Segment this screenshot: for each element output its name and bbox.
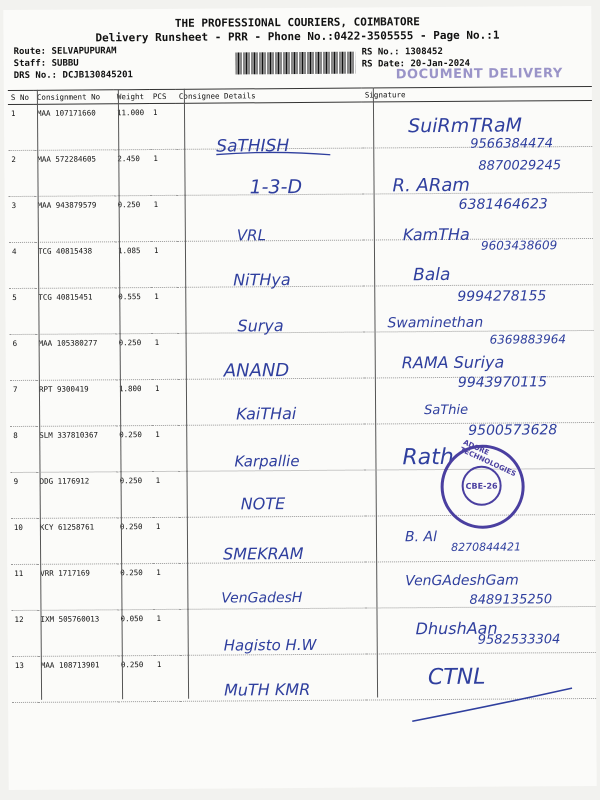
hw-consignee: NiTHya bbox=[233, 270, 291, 290]
staff-label: Staff: SUBBU bbox=[13, 58, 79, 69]
row-sno: 2 bbox=[8, 150, 34, 196]
hw-consignee: Hagisto H.W bbox=[223, 635, 317, 655]
row-consignment-no: SLM 337810367 bbox=[36, 426, 116, 473]
row-consignment-no: MAA 105380277 bbox=[36, 334, 116, 381]
row-sno: 6 bbox=[10, 334, 36, 380]
hw-consignee: VenGadesH bbox=[221, 589, 303, 607]
row-sno: 13 bbox=[12, 656, 38, 702]
hw-signature: 8270844421 bbox=[451, 540, 522, 554]
row-weight: 0.250 bbox=[117, 472, 153, 518]
hw-signature: 8489135250 bbox=[469, 592, 553, 608]
hw-consignee: NOTE bbox=[240, 494, 286, 514]
hw-signature: Rath bbox=[402, 444, 454, 471]
hw-signature: Swaminethan bbox=[387, 314, 484, 332]
hw-consignee: SaTHISH bbox=[216, 136, 290, 157]
col-pcs: PCS bbox=[150, 89, 176, 103]
seal-center-text: CBE-26 bbox=[461, 466, 501, 506]
row-consignment-no: KCY 61258761 bbox=[37, 518, 117, 565]
hw-signature: 8870029245 bbox=[478, 158, 562, 174]
hw-signature: SaThie bbox=[424, 402, 469, 419]
hw-consignee: ANAND bbox=[223, 360, 290, 382]
row-consignment-no: TCG 40815438 bbox=[35, 242, 115, 289]
row-consignment-no: MAA 108713901 bbox=[38, 656, 118, 703]
row-sno: 10 bbox=[11, 518, 37, 564]
runsheet-subtitle: Delivery Runsheet - PRR - Phone No.:0422-3505555 - Page No.:1 bbox=[95, 28, 500, 45]
hw-signature: CTNL bbox=[427, 664, 486, 691]
row-consignment-no: RPT 9300419 bbox=[36, 380, 116, 427]
row-weight: 0.050 bbox=[117, 610, 153, 656]
hw-signature: KamTHa bbox=[402, 224, 470, 245]
row-pcs: 1 bbox=[150, 149, 176, 195]
row-pcs: 1 bbox=[151, 195, 177, 241]
row-sno: 4 bbox=[9, 242, 35, 288]
hw-consignee: Karpallie bbox=[234, 452, 300, 471]
hw-consignee: SMEKRAM bbox=[223, 543, 304, 564]
seal-ring-text: ADORE TECHNOLOGIES bbox=[458, 438, 518, 479]
hw-signature: DhushAan bbox=[415, 618, 498, 639]
row-sno: 7 bbox=[10, 380, 36, 426]
hw-signature: 6369883964 bbox=[489, 332, 567, 347]
row-sno: 11 bbox=[11, 564, 37, 610]
row-weight: 0.250 bbox=[117, 518, 153, 564]
row-pcs: 1 bbox=[152, 425, 178, 471]
hw-signature: VenGAdeshGam bbox=[405, 572, 519, 590]
row-weight: 0.250 bbox=[116, 426, 152, 472]
col-consignment: Consignment No bbox=[34, 90, 114, 105]
hw-consignee: 1-3-D bbox=[249, 175, 303, 199]
hw-signature: R. ARam bbox=[392, 174, 470, 197]
hw-signature: 9582533304 bbox=[477, 632, 561, 648]
row-sno: 1 bbox=[8, 104, 34, 150]
hw-signature: 9603438609 bbox=[480, 238, 558, 253]
row-weight: 0.250 bbox=[115, 196, 151, 242]
row-weight: 1.800 bbox=[116, 380, 152, 426]
row-consignee-cell bbox=[177, 194, 363, 241]
row-sno: 12 bbox=[11, 610, 37, 656]
barcode bbox=[236, 52, 356, 75]
row-pcs: 1 bbox=[151, 287, 177, 333]
row-consignment-no: MAA 943879579 bbox=[35, 196, 115, 243]
hw-consignee: KaiTHai bbox=[236, 404, 297, 424]
pen-underline bbox=[214, 148, 334, 159]
hw-signature: 9994278155 bbox=[457, 288, 547, 305]
row-weight: 0.555 bbox=[115, 288, 151, 334]
row-sno: 8 bbox=[10, 426, 36, 472]
row-consignment-no: DDG 1176912 bbox=[37, 472, 117, 519]
row-pcs: 1 bbox=[152, 333, 178, 379]
row-weight: 2.450 bbox=[114, 150, 150, 196]
runsheet-page bbox=[3, 6, 596, 790]
row-pcs: 1 bbox=[153, 471, 179, 517]
hw-signature: 9500573628 bbox=[468, 422, 558, 439]
hw-consignee: VRL bbox=[236, 226, 266, 245]
hw-signature: B. Al bbox=[404, 529, 438, 546]
row-consignment-no: MAA 107171660 bbox=[34, 104, 114, 151]
row-signature-cell bbox=[363, 238, 593, 286]
row-pcs: 1 bbox=[153, 563, 179, 609]
row-sno: 3 bbox=[9, 196, 35, 242]
row-pcs: 1 bbox=[151, 241, 177, 287]
row-weight: 1.085 bbox=[115, 242, 151, 288]
company-title: THE PROFESSIONAL COURIERS, COIMBATORE bbox=[174, 15, 420, 30]
rs-number: RS No.: 1308452 bbox=[361, 46, 443, 58]
company-seal bbox=[440, 438, 525, 529]
hw-signature: 9566384474 bbox=[470, 136, 554, 152]
row-sno: 9 bbox=[11, 472, 37, 518]
route-label: Route: SELVAPUPURAM bbox=[13, 46, 117, 57]
row-weight: 0.250 bbox=[116, 334, 152, 380]
hw-signature: RAMA Suriya bbox=[401, 352, 505, 373]
hw-signature: Bala bbox=[413, 264, 451, 286]
col-sno: S No bbox=[8, 90, 34, 104]
hw-signature: 9943970115 bbox=[457, 374, 548, 391]
row-pcs: 1 bbox=[152, 379, 178, 425]
col-signature: Signature bbox=[362, 86, 592, 102]
col-consignee: Consignee Details bbox=[176, 88, 362, 103]
document-delivery-stamp: DOCUMENT DELIVERY bbox=[395, 66, 563, 83]
hw-signature: SuiRmTRaM bbox=[408, 114, 523, 138]
pen-signature-flourish bbox=[408, 676, 578, 727]
row-pcs: 1 bbox=[153, 609, 179, 655]
drs-number: DRS No.: DCJB130845201 bbox=[13, 70, 133, 81]
hw-consignee: MuTH KMR bbox=[223, 679, 311, 700]
row-pcs: 1 bbox=[154, 655, 180, 701]
row-sno: 5 bbox=[9, 288, 35, 334]
row-pcs: 1 bbox=[153, 517, 179, 563]
rs-date: RS Date: 20-Jan-2024 bbox=[361, 58, 471, 70]
row-weight: 0.250 bbox=[117, 564, 153, 610]
row-weight: 11.000 bbox=[114, 104, 150, 150]
row-weight: 0.250 bbox=[118, 656, 154, 702]
row-pcs: 1 bbox=[150, 103, 176, 149]
hw-signature: 6381464623 bbox=[458, 196, 548, 213]
col-weight: Weight bbox=[114, 90, 150, 104]
row-consignment-no: MAA 572284605 bbox=[34, 150, 114, 197]
row-consignment-no: VRR 1717169 bbox=[37, 564, 117, 611]
row-consignment-no: TCG 40815451 bbox=[35, 288, 115, 335]
hw-consignee: Surya bbox=[237, 316, 284, 336]
row-consignment-no: IXM 505760013 bbox=[37, 610, 117, 657]
